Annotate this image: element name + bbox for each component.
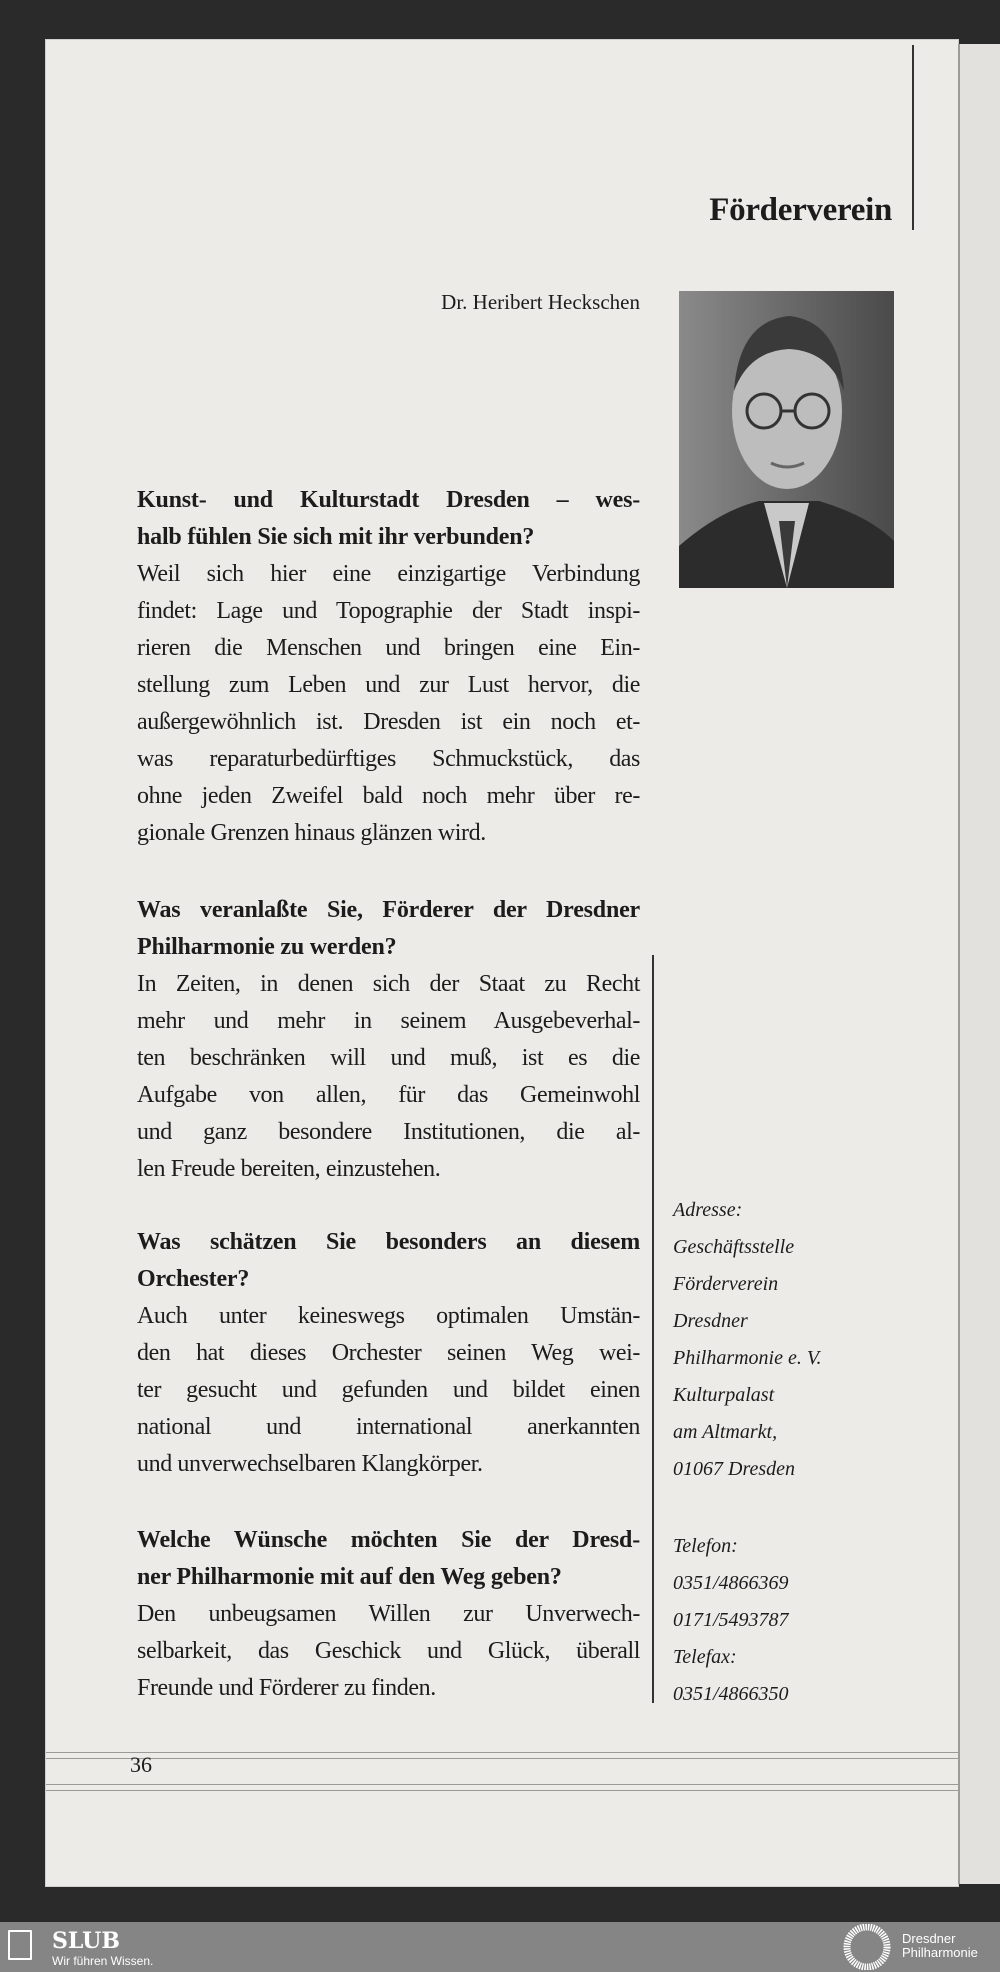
answer-line: stellung zum Leben und zur Lust hervor, die <box>137 672 640 698</box>
answer-line: gionale Grenzen hinaus glänzen wird. <box>137 820 486 846</box>
answer-line: Auch unter keineswegs optimalen Umstän- <box>137 1303 640 1329</box>
question-line: ner Philharmonie mit auf den Weg geben? <box>137 1564 562 1590</box>
answer-line: den hat dieses Orchester seinen Weg wei- <box>137 1340 640 1366</box>
answer-line: mehr und mehr in seinem Ausgebeverhal- <box>137 1008 640 1034</box>
slub-logo-icon <box>8 1930 32 1960</box>
author-name: Dr. Heribert Heckschen <box>441 290 640 314</box>
address-line: Dresdner <box>673 1310 748 1332</box>
answer-line: Den unbeugsamen Willen zur Unverwech- <box>137 1601 640 1627</box>
qa-section-3 <box>137 1224 640 1483</box>
question-line: Philharmonie zu werden? <box>137 934 397 960</box>
address-block <box>673 1192 822 1713</box>
question-line: Orchester? <box>137 1266 250 1292</box>
footer-rule <box>46 1790 958 1791</box>
answer-line: außergewöhnlich ist. Dresden ist ein noch et- <box>137 709 640 735</box>
address-label: Adresse: <box>673 1199 743 1221</box>
phone-label: Telefon: <box>673 1535 738 1557</box>
column-divider <box>652 955 654 1703</box>
answer-line: Weil sich hier eine einzigartige Verbindung <box>137 561 640 587</box>
phone-number: 0171/5493787 <box>673 1609 789 1631</box>
answer-line: Aufgabe von allen, für das Gemeinwohl <box>137 1082 640 1108</box>
answer-line: und ganz besondere Institutionen, die al- <box>137 1119 640 1145</box>
next-page-edge <box>958 44 1000 1884</box>
footer-rule <box>46 1758 958 1759</box>
question-line: Welche Wünsche möchten Sie der Dresd- <box>137 1527 640 1553</box>
partner-line: Philharmonie <box>902 1945 978 1960</box>
divider-line <box>912 45 914 230</box>
answer-line: was reparaturbedürftiges Schmuckstück, das <box>137 746 640 772</box>
footer-rule <box>46 1752 958 1753</box>
slub-logo-text[interactable]: SLUB <box>52 1928 120 1954</box>
question-line: halb fühlen Sie sich mit ihr verbunden? <box>137 524 535 550</box>
address-line: Kulturpalast <box>673 1384 775 1406</box>
footer-rule <box>46 1784 958 1785</box>
partner-line: Dresdner <box>902 1931 956 1946</box>
qa-section-2 <box>137 892 640 1188</box>
answer-line: ten beschränken will und muß, ist es die <box>137 1045 640 1071</box>
address-line: Förderverein <box>673 1273 779 1295</box>
answer-line: Freunde und Förderer zu finden. <box>137 1675 436 1701</box>
page-number: 36 <box>130 1752 152 1777</box>
partner-name[interactable] <box>902 1932 978 1960</box>
question-line: Was veranlaßte Sie, Förderer der Dresdner <box>137 897 640 923</box>
phone-number: 0351/4866369 <box>673 1572 789 1594</box>
author-portrait-photo <box>679 291 894 588</box>
question-line: Was schätzen Sie besonders an diesem <box>137 1229 640 1255</box>
qa-section-4 <box>137 1522 640 1707</box>
answer-line: national und international anerkannten <box>137 1414 640 1440</box>
fax-number: 0351/4866350 <box>673 1683 789 1705</box>
fax-label: Telefax: <box>673 1646 737 1668</box>
slub-tagline: Wir führen Wissen. <box>52 1954 154 1968</box>
viewer-footer-bar <box>0 1922 1000 1972</box>
answer-line: In Zeiten, in denen sich der Staat zu Recht <box>137 971 640 997</box>
answer-line: und unverwechselbaren Klangkörper. <box>137 1451 483 1477</box>
address-line: 01067 Dresden <box>673 1458 796 1480</box>
address-line: Geschäftsstelle <box>673 1236 795 1258</box>
page-title: Förderverein <box>709 192 892 228</box>
philharmonie-logo-icon <box>842 1924 892 1970</box>
answer-line: ohne jeden Zweifel bald noch mehr über re- <box>137 783 640 809</box>
answer-line: ter gesucht und gefunden und bildet einen <box>137 1377 640 1403</box>
address-line: am Altmarkt, <box>673 1421 778 1443</box>
answer-line: rieren die Menschen und bringen eine Ein- <box>137 635 640 661</box>
qa-section-1 <box>137 482 640 852</box>
answer-line: selbarkeit, das Geschick und Glück, überall <box>137 1638 640 1664</box>
address-line: Philharmonie e. V. <box>673 1347 822 1369</box>
question-line: Kunst- und Kulturstadt Dresden – wes- <box>137 487 640 513</box>
answer-line: len Freude bereiten, einzustehen. <box>137 1156 441 1182</box>
answer-line: findet: Lage und Topographie der Stadt inspi- <box>137 598 640 624</box>
